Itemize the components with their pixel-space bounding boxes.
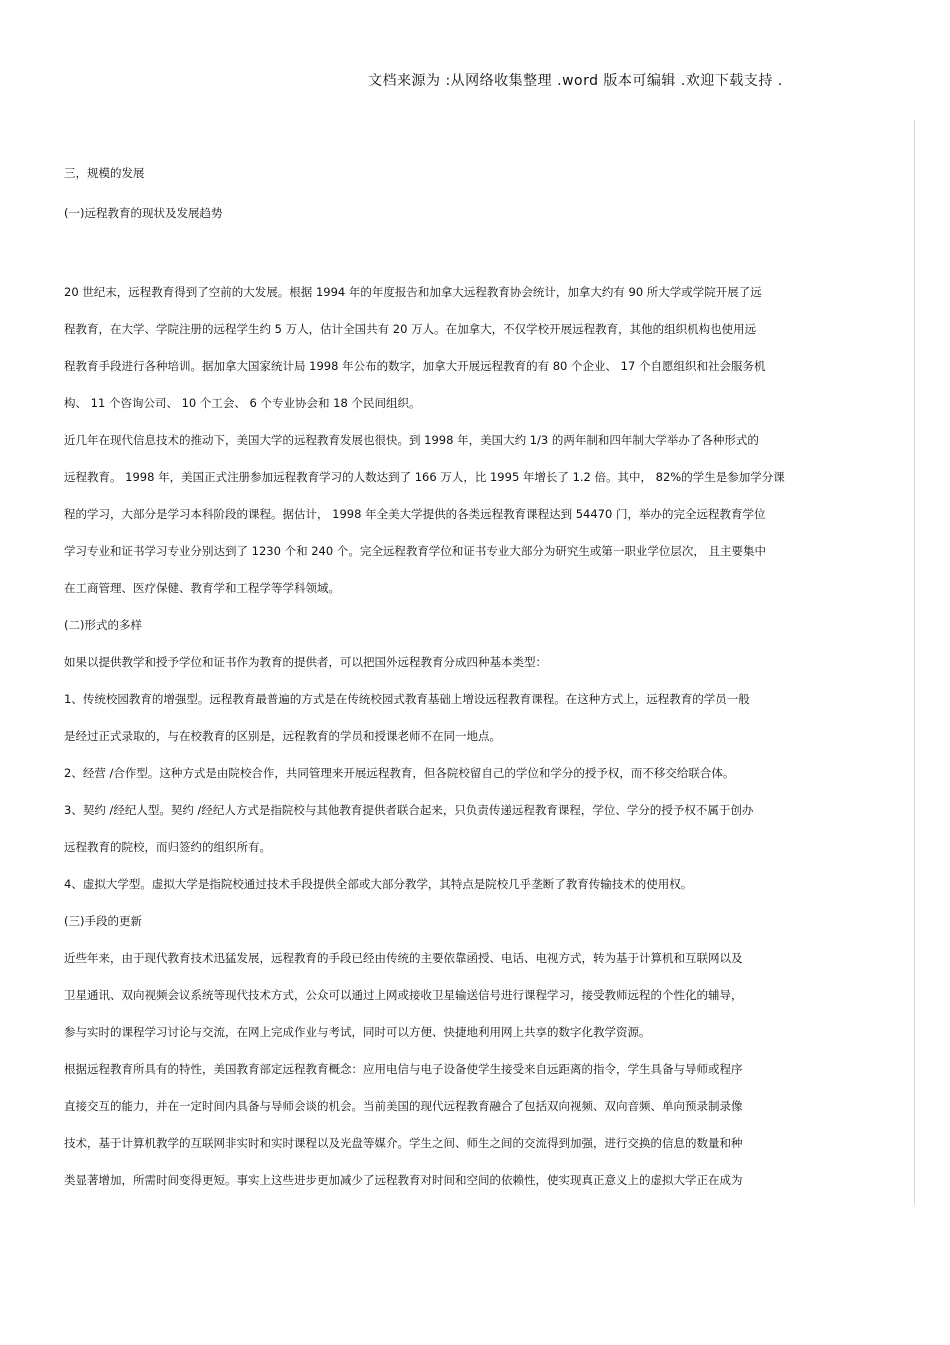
paragraph-6	[64, 801, 902, 856]
paragraph-7	[64, 875, 902, 893]
document-body	[64, 164, 902, 1208]
text-line: 根据远程教育所具有的特性，美国教育部定远程教育概念：应用电信与电子设备使学生接受来自远距离的指令，学生具备与导师或程序	[64, 1062, 743, 1076]
paragraph-4	[64, 690, 902, 745]
text-line: 技术，基于计算机教学的互联网非实时和实时课程以及光盘等媒介。学生之间、师生之间的交流得到加强，进行交换的信息的数量和种	[64, 1136, 743, 1150]
text-line: 卫星通讯、双向视频会议系统等现代技术方式，公众可以通过上网或接收卫星输送信号进行课程学习，接受教师远程的个性化的辅导，	[64, 988, 743, 1002]
subsection-heading-3: (三)手段的更新	[64, 914, 142, 928]
paragraph-1	[64, 283, 902, 412]
text-line: 程教育，在大学、学院注册的远程学生约 5 万人，估计全国共有 20 万人。在加拿大，不仅学校开展远程教育，其他的组织机构也使用远	[64, 322, 757, 336]
text-line: 远程教育的院校，而归签约的组织所有。	[64, 840, 271, 854]
paragraph-5	[64, 764, 902, 782]
text-line: 2、经营 /合作型。这种方式是由院校合作，共同管理来开展远程教育，但各院校留自己的学位和学分的授予权，而不移交给联合体。	[64, 766, 735, 780]
text-line: 远程教育。 1998 年，美国正式注册参加远程教育学习的人数达到了 166 万人，比 1995 年增长了 1.2 倍。其中， 82%的学生是参加学分课	[64, 470, 785, 484]
text-line: 近几年在现代信息技术的推动下，美国大学的远程教育发展也很快。到 1998 年，美国大约 1/3 的两年制和四年制大学举办了各种形式的	[64, 433, 759, 447]
paragraph-8	[64, 949, 902, 1041]
text-line: 4、虚拟大学型。虚拟大学是指院校通过技术手段提供全部或大部分教学，其特点是院校几乎垄断了教育传输技术的使用权。	[64, 877, 693, 891]
text-line: 学习专业和证书学习专业分别达到了 1230 个和 240 个。完全远程教育学位和证书专业大部分为研究生或第一职业学位层次， 且主要集中	[64, 544, 766, 558]
subsection-heading-1: (一)远程教育的现状及发展趋势	[64, 206, 223, 220]
page-header: 文档来源为 :从网络收集整理 .word 版本可编辑 .欢迎下载支持 .	[368, 73, 783, 89]
text-line: 参与实时的课程学习讨论与交流，在网上完成作业与考试，同时可以方便、快捷地利用网上共享的数字化教学资源。	[64, 1025, 651, 1039]
section-title: 三，规模的发展	[64, 166, 145, 180]
text-line: 程的学习，大部分是学习本科阶段的课程。据估计， 1998 年全美大学提供的各类远程教育课程达到 54470 门，举办的完全远程教育学位	[64, 507, 766, 521]
blank-gap	[64, 244, 902, 283]
text-line: 近些年来，由于现代教育技术迅猛发展，远程教育的手段已经由传统的主要依靠函授、电话、电视方式，转为基于计算机和互联网以及	[64, 951, 743, 965]
paragraph-3	[64, 653, 902, 671]
text-line: 是经过正式录取的，与在校教育的区别是，远程教育的学员和授课老师不在同一地点。	[64, 729, 501, 743]
text-line: 程教育手段进行各种培训。据加拿大国家统计局 1998 年公布的数字，加拿大开展远程教育的有 80 个企业、 17 个自愿组织和社会服务机	[64, 359, 766, 373]
right-margin-rule	[914, 120, 915, 1205]
text-line: 3、契约 /经纪人型。契约 /经纪人方式是指院校与其他教育提供者联合起来，只负责传递远程教育课程，学位、学分的授予权不属于创办	[64, 803, 754, 817]
paragraph-9	[64, 1060, 902, 1189]
text-line: 1、传统校园教育的增强型。远程教育最普遍的方式是在传统校园式教育基础上增设远程教育课程。在这种方式上，远程教育的学员一般	[64, 692, 750, 706]
text-line: 如果以提供教学和授予学位和证书作为教育的提供者，可以把国外远程教育分成四种基本类型：	[64, 655, 547, 669]
text-line: 直接交互的能力，并在一定时间内具备与导师会谈的机会。当前美国的现代远程教育融合了包括双向视频、双向音频、单向预录制录像	[64, 1099, 743, 1113]
text-line: 在工商管理、医疗保健、教育学和工程学等学科领域。	[64, 581, 340, 595]
paragraph-2	[64, 431, 902, 597]
text-line: 20 世纪末，远程教育得到了空前的大发展。根据 1994 年的年度报告和加拿大远程教育协会统计，加拿大约有 90 所大学或学院开展了远	[64, 285, 762, 299]
text-line: 类显著增加，所需时间变得更短。事实上这些进步更加减少了远程教育对时间和空间的依赖性，使实现真正意义上的虚拟大学正在成为	[64, 1173, 743, 1187]
text-line: 构、 11 个咨询公司、 10 个工会、 6 个专业协会和 18 个民间组织。	[64, 396, 421, 410]
subsection-heading-2: (二)形式的多样	[64, 618, 142, 632]
